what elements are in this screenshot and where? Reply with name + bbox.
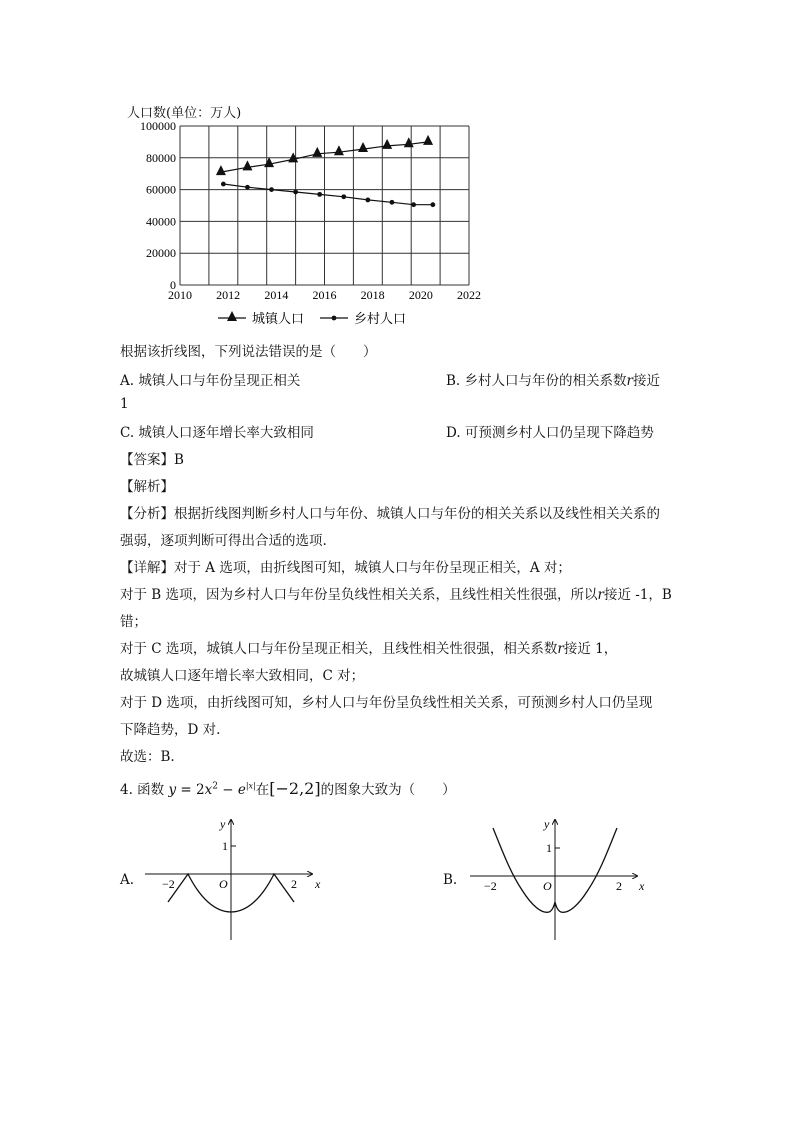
rural-dot-point — [430, 202, 435, 207]
graph-b-pos2: 2 — [616, 879, 622, 893]
y-tick-label: 80000 — [146, 150, 176, 165]
urban-triangle-point — [358, 142, 368, 152]
detail-line-2 — [120, 583, 672, 603]
graph-b-label: B. — [443, 872, 458, 888]
conclusion-line: 故选：B. — [120, 749, 175, 765]
graph-b-x-label: x — [639, 879, 645, 893]
q4-in: 在 — [255, 782, 270, 798]
option-c: C. 城镇人口逐年增长率大致相同 — [120, 425, 314, 441]
graph-a-label: A. — [120, 872, 135, 888]
graph-a-x-label: x — [315, 877, 321, 891]
q4-suffix: 的图象大致为（ ） — [320, 782, 456, 798]
urban-triangle-point — [216, 165, 226, 175]
detail-4-text: 对于 C 选项，城镇人口与年份呈现正相关，且线性相关性很强，相关系数 — [120, 641, 558, 657]
rural-dot-point — [390, 200, 395, 205]
chart-title: 人口数(单位：万人) — [127, 106, 242, 121]
detail-line-3: 错； — [120, 614, 147, 630]
q4-y: y — [168, 782, 177, 798]
x-tick-label: 2010 — [168, 288, 192, 302]
legend-rural-label: 乡村人口 — [354, 311, 407, 326]
q4-e: e — [237, 782, 246, 798]
x-tick-label: 2020 — [408, 288, 433, 302]
graph-b-y-label: y — [544, 817, 550, 831]
urban-triangle-point — [382, 139, 392, 149]
option-a: A. 城镇人口与年份呈现正相关 — [120, 373, 301, 389]
rural-dot-point — [221, 182, 226, 187]
detail-line-7: 下降趋势，D 对. — [120, 722, 221, 738]
graph-b — [462, 810, 662, 950]
q4-abs: |x| — [245, 781, 256, 791]
detail-2-text: 对于 B 选项，因为乡村人口与年份呈负线性相关关系，且线性相关性很强，所以 — [120, 587, 598, 603]
y-tick-label: 60000 — [146, 182, 176, 197]
x-tick-label: 2022 — [457, 288, 481, 302]
graph-a-pos2: 2 — [291, 877, 297, 891]
q4-sq: 2 — [212, 781, 218, 792]
y-tick-label: 100000 — [140, 119, 176, 133]
analysis-heading: 【解析】 — [120, 479, 174, 495]
q4-eq: = 2 — [176, 782, 205, 798]
q4-minus: − — [217, 782, 238, 798]
urban-triangle-point — [312, 147, 322, 157]
x-tick-label: 2014 — [264, 288, 289, 302]
urban-triangle-point — [404, 137, 414, 147]
graph-b-origin: O — [543, 879, 552, 893]
rural-dot-point — [293, 190, 298, 195]
legend-rural-marker — [332, 316, 337, 321]
option-b-wrap: 1 — [120, 396, 129, 412]
detail-line-1: 【详解】对于 A 选项，由折线图可知，城镇人口与年份呈现正相关，A 对； — [120, 560, 571, 576]
detail-4-tail: 接近 1， — [563, 641, 618, 657]
graph-a — [140, 810, 340, 950]
rural-dot-point — [365, 198, 370, 203]
x-tick-label: 2016 — [312, 288, 337, 302]
fenxi-line-1: 【分析】根据折线图判断乡村人口与年份、城镇人口与年份的相关关系以及线性相关关系的 — [120, 506, 660, 522]
y-tick-label: 40000 — [146, 214, 176, 229]
option-d: D. 可预测乡村人口仍呈现下降趋势 — [446, 425, 654, 441]
graph-a-origin: O — [219, 877, 228, 891]
q4-interval: [−2,2] — [269, 779, 321, 798]
rural-dot-point — [411, 202, 416, 207]
option-b-tail: 接近 — [632, 373, 660, 389]
graph-a-neg2: −2 — [162, 877, 175, 891]
detail-line-5: 故城镇人口逐年增长率大致相同，C 对； — [120, 668, 365, 684]
option-b-var: r — [626, 373, 633, 389]
fenxi-line-2: 强弱，逐项判断可得出合适的选项. — [120, 533, 327, 549]
legend-urban-label: 城镇人口 — [252, 311, 305, 326]
option-b-text: B. 乡村人口与年份的相关系数 — [446, 373, 627, 389]
y-tick-label: 0 — [170, 278, 176, 292]
detail-2-tail: 接近 -1，B — [603, 587, 672, 603]
graph-b-neg2: −2 — [484, 879, 497, 893]
rural-dot-point — [317, 192, 322, 197]
q4-prefix: 4. 函数 — [120, 782, 165, 798]
detail-line-6: 对于 D 选项，由折线图可知，乡村人口与年份呈负线性相关关系，可预测乡村人口仍呈现 — [120, 695, 653, 711]
detail-2-var: r — [597, 587, 604, 603]
q4-x: x — [204, 782, 213, 798]
urban-triangle-point — [264, 157, 274, 167]
legend-urban-marker — [227, 311, 237, 321]
rural-dot-point — [341, 194, 346, 199]
y-tick-label: 20000 — [146, 246, 176, 261]
population-line-chart — [0, 0, 794, 340]
urban-triangle-point — [423, 135, 433, 145]
question-stem: 根据该折线图，下列说法错误的是（ ） — [120, 344, 377, 360]
detail-4-var: r — [557, 641, 564, 657]
x-tick-label: 2012 — [216, 288, 241, 302]
option-b — [446, 369, 660, 389]
graph-a-tick-1-label: 1 — [222, 839, 228, 853]
graph-b-tick-1-label: 1 — [546, 841, 552, 855]
detail-line-4 — [120, 637, 617, 657]
graph-a-y-label: y — [220, 817, 226, 831]
rural-dot-point — [269, 187, 274, 192]
question-4 — [120, 778, 456, 798]
urban-triangle-point — [334, 145, 344, 155]
urban-triangle-point — [242, 160, 252, 170]
rural-population-line — [223, 184, 433, 205]
x-tick-label: 2018 — [360, 288, 385, 302]
rural-dot-point — [245, 185, 250, 190]
answer-line: 【答案】B — [120, 452, 184, 468]
